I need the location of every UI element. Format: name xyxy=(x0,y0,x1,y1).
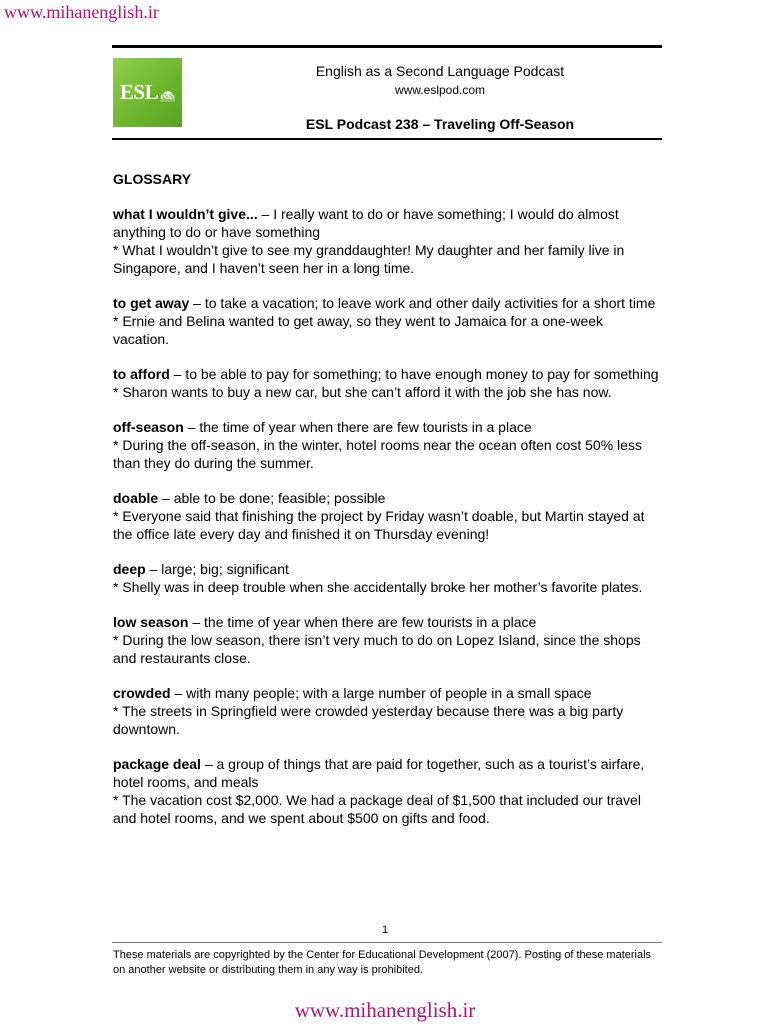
entry-definition-line xyxy=(113,613,661,631)
glossary-term: to afford xyxy=(113,366,170,382)
eslpod-logo xyxy=(113,58,182,127)
glossary-term: crowded xyxy=(113,685,171,701)
glossary-entry xyxy=(113,684,661,738)
entry-definition-line xyxy=(113,560,661,578)
glossary-example: * The streets in Springfield were crowded yesterday because there was a big party downtown. xyxy=(113,703,624,737)
glossary-entry xyxy=(113,560,661,596)
header-title: English as a Second Language Podcast xyxy=(315,63,565,79)
glossary-term: low season xyxy=(113,614,189,630)
glossary-term: to get away xyxy=(113,295,190,311)
glossary-example: * What I wouldn’t give to see my granddaughter! My daughter and her family live in Singapore, and I haven’t seen her in a long time. xyxy=(113,242,625,276)
glossary-example: * Everyone said that finishing the project by Friday wasn’t doable, but Martin stayed at the office late every day and finished it on Thursday evening! xyxy=(113,508,645,542)
glossary-term: deep xyxy=(113,561,146,577)
logo-text: ESL xyxy=(119,80,159,104)
podcast-badge-icon xyxy=(160,85,175,102)
footer-rule xyxy=(112,942,662,943)
glossary-entry xyxy=(113,205,661,277)
glossary-entry xyxy=(113,294,661,348)
entry-definition-line xyxy=(113,205,661,241)
header-top-rule xyxy=(112,45,662,48)
glossary-section xyxy=(113,170,661,844)
glossary-example: * Shelly was in deep trouble when she accidentally broke her mother’s favorite plates. xyxy=(113,579,643,595)
entry-definition-line xyxy=(113,755,661,791)
glossary-definition: – with many people; with a large number of people in a small space xyxy=(170,685,592,701)
glossary-example: * During the off-season, in the winter, hotel rooms near the ocean often cost 50% less than they do during the summer. xyxy=(113,437,642,471)
glossary-entry xyxy=(113,755,661,827)
page-number: 1 xyxy=(381,924,389,936)
glossary-definition: – the time of year when there are few tourists in a place xyxy=(188,614,537,630)
glossary-definition: – a group of things that are paid for together, such as a tourist’s airfare, hotel rooms, and meals xyxy=(113,756,645,790)
logo-badge-text: POD xyxy=(161,95,175,101)
glossary-term: package deal xyxy=(113,756,201,772)
glossary-entry xyxy=(113,489,661,543)
glossary-example: * Sharon wants to buy a new car, but she can’t afford it with the job she has now. xyxy=(113,384,612,400)
glossary-heading: GLOSSARY xyxy=(113,171,192,187)
entry-definition-line xyxy=(113,418,661,436)
watermark-top: www.mihanenglish.ir xyxy=(4,2,159,22)
glossary-example: * During the low season, there isn’t very much to do on Lopez Island, since the shops and restaurants close. xyxy=(113,632,641,666)
entry-definition-line xyxy=(113,684,661,702)
glossary-example: * Ernie and Belina wanted to get away, so they went to Jamaica for a one-week vacation. xyxy=(113,313,604,347)
glossary-example: * The vacation cost $2,000. We had a package deal of $1,500 that included our travel and hotel rooms, and we spent about $500 on gifts and food. xyxy=(113,792,641,826)
entry-definition-line xyxy=(113,294,661,312)
glossary-term: doable xyxy=(113,490,159,506)
glossary-definition: – the time of year when there are few tourists in a place xyxy=(183,419,532,435)
glossary-definition: – to be able to pay for something; to have enough money to pay for something xyxy=(169,366,659,382)
glossary-entry xyxy=(113,365,661,401)
glossary-entry xyxy=(113,418,661,472)
entry-definition-line xyxy=(113,489,661,507)
glossary-term: what I wouldn’t give... xyxy=(113,206,258,222)
glossary-definition: – large; big; significant xyxy=(145,561,289,577)
glossary-entries xyxy=(113,205,661,827)
entry-definition-line xyxy=(113,365,661,383)
glossary-entry xyxy=(113,613,661,667)
watermark-bottom: www.mihanenglish.ir xyxy=(294,998,476,1022)
glossary-definition: – I really want to do or have something; I would do almost anything to do or have something xyxy=(113,206,619,240)
copyright-footer: These materials are copyrighted by the Center for Educational Development (2007). Posting of these materials on another website or distributing them in any way is prohibited. xyxy=(113,949,652,976)
episode-title: ESL Podcast 238 – Traveling Off-Season xyxy=(305,116,575,132)
glossary-definition: – to take a vacation; to leave work and other daily activities for a short time xyxy=(189,295,656,311)
glossary-definition: – able to be done; feasible; possible xyxy=(158,490,386,506)
header-url: www.eslpod.com xyxy=(394,83,486,97)
header-bottom-rule xyxy=(112,138,662,140)
glossary-term: off-season xyxy=(113,419,184,435)
